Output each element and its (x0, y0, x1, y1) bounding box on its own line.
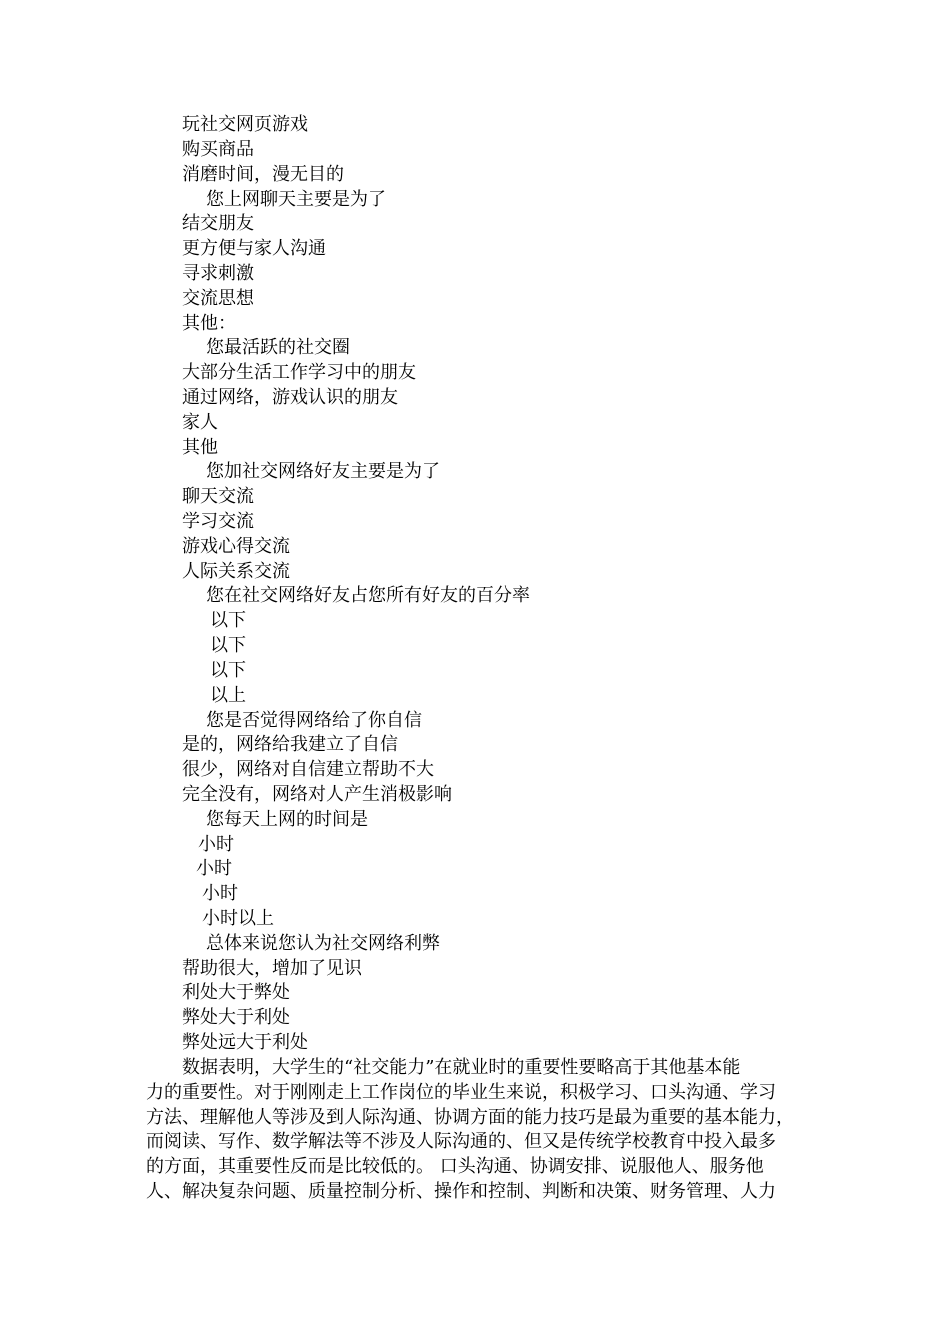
paragraph-line: 数据表明，大学生的“社交能力”在就业时的重要性要略高于其他基本能 (182, 1057, 741, 1078)
survey-line: 帮助很大，增加了见识 (182, 958, 362, 979)
survey-line: 交流思想 (182, 288, 254, 309)
survey-line: 其他 (182, 437, 218, 458)
survey-line: 很少，网络对自信建立帮助不大 (182, 759, 434, 780)
survey-line: 寻求刺激 (182, 263, 254, 284)
survey-line: 其他： (182, 313, 236, 334)
survey-question: 总体来说您认为社交网络利弊 (206, 933, 440, 954)
survey-line: 弊处远大于利处 (182, 1032, 308, 1053)
survey-line: 游戏心得交流 (182, 536, 290, 557)
survey-line: 以下 (210, 635, 246, 656)
survey-question: 您加社交网络好友主要是为了 (206, 461, 440, 482)
survey-line: 玩社交网页游戏 (182, 114, 308, 135)
survey-question: 您每天上网的时间是 (206, 809, 368, 830)
paragraph-line: 方法、理解他人等涉及到人际沟通、协调方面的能力技巧是最为重要的基本能力， (146, 1106, 794, 1128)
survey-question: 您最活跃的社交圈 (206, 337, 350, 358)
survey-line: 是的，网络给我建立了自信 (182, 734, 398, 755)
survey-line: 利处大于弊处 (182, 982, 290, 1003)
survey-line: 完全没有，网络对人产生消极影响 (182, 784, 452, 805)
survey-line: 学习交流 (182, 511, 254, 532)
survey-line: 家人 (182, 412, 218, 433)
survey-line: 以下 (210, 660, 246, 681)
survey-line: 小时以上 (202, 908, 274, 929)
survey-question: 您上网聊天主要是为了 (206, 189, 386, 210)
paragraph-line: 力的重要性。对于刚刚走上工作岗位的毕业生来说，积极学习、口头沟通、学习 (146, 1081, 776, 1103)
survey-line: 消磨时间，漫无目的 (182, 164, 344, 185)
paragraph-line: 而阅读、写作、数学解法等不涉及人际沟通的、但又是传统学校教育中投入最多 (146, 1131, 776, 1153)
survey-question: 您在社交网络好友占您所有好友的百分率 (206, 585, 530, 606)
survey-line: 小时 (198, 834, 234, 855)
survey-line: 以下 (210, 610, 246, 631)
survey-line: 人际关系交流 (182, 561, 290, 582)
body-paragraph (146, 1056, 806, 1205)
survey-line: 小时 (196, 858, 232, 879)
survey-line: 购买商品 (182, 139, 254, 160)
paragraph-line: 人、解决复杂问题、质量控制分析、操作和控制、判断和决策、财务管理、人力 (146, 1180, 776, 1202)
survey-line: 大部分生活工作学习中的朋友 (182, 362, 416, 383)
survey-line: 小时 (202, 883, 238, 904)
survey-line: 结交朋友 (182, 213, 254, 234)
survey-line: 通过网络，游戏认识的朋友 (182, 387, 398, 408)
survey-line: 更方便与家人沟通 (182, 238, 326, 259)
survey-line: 弊处大于利处 (182, 1007, 290, 1028)
survey-question: 您是否觉得网络给了你自信 (206, 710, 422, 731)
paragraph-line: 的方面，其重要性反而是比较低的。 口头沟通、协调安排、说服他人、服务他 (146, 1156, 764, 1178)
survey-line: 聊天交流 (182, 486, 254, 507)
survey-line: 以上 (210, 685, 246, 706)
